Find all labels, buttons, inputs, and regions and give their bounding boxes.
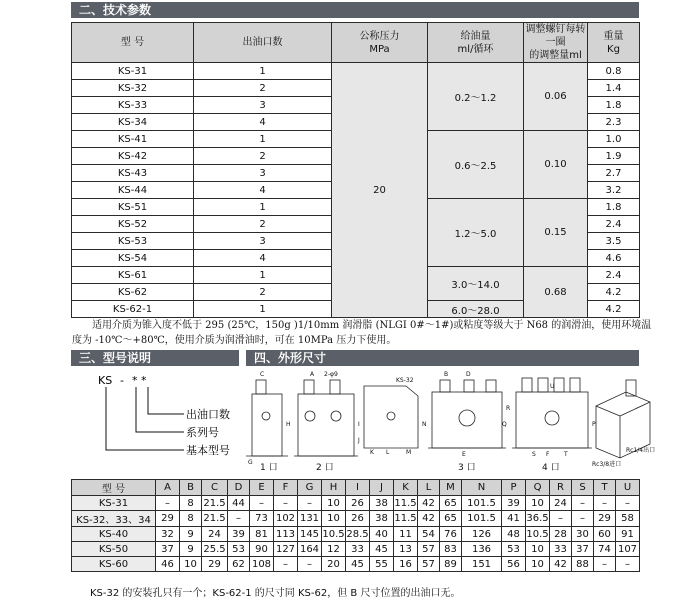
model-code-stars: * *: [132, 374, 147, 387]
dims-header-cell: M: [440, 480, 462, 496]
spec-delivery-cell: 1.2～5.0: [428, 199, 524, 267]
section-dims-title: 四、外形尺寸: [246, 350, 639, 366]
spec-model-cell: KS-41: [72, 131, 194, 148]
drawing-label-1: 1 口: [260, 463, 278, 472]
drawing-letter-s: S: [532, 451, 536, 458]
dims-value-cell: 11.5: [394, 497, 417, 509]
dims-value-cell: 42: [418, 511, 440, 527]
dims-value-cell: –: [594, 557, 616, 572]
dims-header-cell: R: [550, 480, 572, 496]
dims-value-cell: 58: [616, 511, 640, 527]
spec-weight-cell: 2.4: [588, 267, 640, 284]
spec-model-cell: KS-62: [72, 284, 194, 301]
dims-value-cell: –: [572, 496, 594, 511]
dims-value-cell: 39: [228, 527, 250, 542]
dims-value-cell: 25.5: [203, 543, 226, 555]
dims-value-cell: –: [298, 557, 322, 572]
dims-header-cell: H: [322, 480, 346, 496]
spec-weight-cell: 1.9: [588, 148, 640, 165]
dims-value-cell: –: [274, 557, 298, 572]
dims-value-cell: 24: [550, 496, 572, 511]
dims-value-cell: 10: [322, 496, 346, 511]
spec-header-delivery: 给油量 ml/循环: [428, 23, 524, 63]
spec-model-cell: KS-62-1: [72, 301, 194, 318]
spec-weight-cell: 3.2: [588, 182, 640, 199]
dims-value-cell: 12: [322, 542, 346, 557]
spec-outlets-cell: 1: [194, 267, 332, 284]
media-note-line2: 度为 -10℃～+80℃，使用介质为润滑油时，可在 10MPa 压力下使用。: [72, 335, 397, 346]
spec-adjust-cell: 0.15: [524, 199, 588, 267]
drawing-letter-i: I: [358, 421, 360, 428]
dims-header-cell: L: [418, 480, 440, 496]
drawing-1-body: [252, 394, 282, 456]
dims-value-cell: 145: [298, 527, 322, 542]
dims-header-cell: G: [298, 480, 322, 496]
spec-model-cell: KS-44: [72, 182, 194, 199]
spec-delivery-cell: 3.0～14.0: [428, 267, 524, 301]
footnote: KS-32 的安装孔只有一个；KS-62-1 的尺寸同 KS-62，但 B 尺寸位置的出油口无。: [90, 588, 461, 599]
spec-model-cell: KS-43: [72, 165, 194, 182]
dims-value-cell: 113: [274, 527, 298, 542]
spec-header-weight: 重量 Kg: [588, 23, 640, 63]
dims-value-cell: 108: [250, 557, 274, 572]
callout-outlet-port: Rc1/4出口: [626, 447, 656, 454]
drawing-letter-k: K: [370, 449, 374, 456]
dims-header-cell: Q: [526, 480, 550, 496]
dims-value-cell: 29: [202, 557, 228, 572]
spec-model-cell: KS-61: [72, 267, 194, 284]
dims-value-cell: 83: [440, 542, 462, 557]
dims-value-cell: –: [156, 496, 180, 511]
spec-weight-cell: 4.6: [588, 250, 640, 267]
spec-model-cell: KS-51: [72, 199, 194, 216]
dims-value-cell: 107: [616, 542, 640, 557]
legend-outlets: 出油口数: [186, 408, 230, 421]
spec-outlets-cell: 4: [194, 182, 332, 199]
spec-weight-cell: 2.3: [588, 114, 640, 131]
spec-header-pressure: 公称压力 MPa: [332, 23, 428, 63]
dims-value-cell: 11.5: [394, 511, 418, 527]
dims-value-cell: –: [572, 511, 594, 527]
dims-value-cell: –: [274, 496, 298, 511]
dims-value-cell: 53: [502, 542, 526, 557]
spec-row: [72, 63, 640, 80]
dims-value-cell: 73: [250, 511, 274, 527]
dims-value-cell: 10: [526, 496, 550, 511]
dims-value-cell: 16: [394, 557, 418, 572]
dims-model-cell: KS-50: [72, 542, 156, 557]
dims-value-cell: 45: [370, 542, 394, 557]
drawing-letter-l: L: [386, 449, 390, 456]
dims-header-cell: S: [572, 480, 594, 496]
dims-model-cell: KS-31: [72, 496, 156, 511]
spec-model-cell: KS-33: [72, 97, 194, 114]
dims-header-cell: B: [180, 480, 202, 496]
dims-header-cell: F: [274, 480, 298, 496]
dims-value-cell: 8: [180, 496, 202, 511]
spec-table: [71, 22, 640, 318]
dims-value-cell: 90: [250, 542, 274, 557]
dims-value-cell: 42: [418, 496, 440, 511]
dims-value-cell: 102: [274, 511, 298, 527]
spec-outlets-cell: 1: [194, 131, 332, 148]
drawing-letter-b: B: [444, 371, 449, 378]
dims-value-cell: 89: [440, 557, 462, 572]
dims-value-cell: 33: [550, 542, 572, 557]
model-code-prefix: KS: [98, 374, 113, 387]
callout-inlet-port: Rc3/8进口: [592, 461, 622, 468]
dims-value-cell: 62: [228, 557, 250, 572]
dims-header-cell: P: [502, 480, 526, 496]
dims-value-cell: 9: [180, 542, 202, 557]
drawing-letter-j: J: [358, 437, 360, 444]
drawing-4-body: [516, 392, 588, 448]
dims-value-cell: –: [550, 511, 572, 527]
dims-value-cell: –: [298, 496, 322, 511]
dims-value-cell: 55: [370, 557, 394, 572]
dims-value-cell: 13: [394, 542, 418, 557]
drawing-letter-a: A: [310, 371, 315, 378]
dims-value-cell: 30: [572, 527, 594, 542]
dims-row: [72, 527, 640, 542]
spec-outlets-cell: 3: [194, 233, 332, 250]
dims-header-cell: I: [346, 480, 370, 496]
dims-value-cell: 101.5: [462, 511, 502, 527]
dims-header-cell: N: [462, 480, 502, 496]
dims-value-cell: 127: [274, 542, 298, 557]
spec-weight-cell: 2.4: [588, 216, 640, 233]
dims-value-cell: 74: [594, 542, 616, 557]
dims-value-cell: 40: [370, 527, 394, 542]
dims-value-cell: 21.5: [202, 511, 228, 527]
dims-header-cell: K: [394, 480, 418, 496]
outline-drawings: [246, 366, 656, 472]
spec-outlets-cell: 1: [194, 199, 332, 216]
spec-outlets-cell: 3: [194, 97, 332, 114]
dims-value-cell: 56: [502, 557, 526, 572]
spec-outlets-cell: 4: [194, 250, 332, 267]
drawing-1-cap: [256, 380, 266, 394]
dims-value-cell: 21.5: [203, 497, 226, 509]
spec-model-cell: KS-34: [72, 114, 194, 131]
dims-value-cell: 48: [502, 527, 526, 542]
spec-adjust-cell: 0.68: [524, 267, 588, 318]
dims-value-cell: 76: [440, 527, 462, 542]
model-code-dash: -: [120, 374, 124, 387]
spec-header-adjust: 调整螺钉每转一圈 的调整量ml: [525, 24, 586, 61]
media-note-line1: 适用介质为锥入度不低于 295 (25℃，150g )1/10mm 润滑脂 (NLGI 0#～1#)或粘度等级大于 N68 的润滑油，使用环境温: [92, 320, 652, 331]
dims-value-cell: 37: [156, 542, 180, 557]
spec-outlets-cell: 4: [194, 114, 332, 131]
spec-pressure-cell: 20: [332, 63, 428, 318]
dims-header-cell: J: [370, 480, 394, 496]
dims-header-cell: D: [228, 480, 250, 496]
dims-value-cell: –: [616, 496, 640, 511]
section-specs-title: 二、技术参数: [71, 2, 639, 18]
drawing-letter-e: E: [462, 451, 466, 458]
dims-value-cell: 41: [502, 511, 526, 527]
dims-value-cell: 33: [346, 542, 370, 557]
drawing-letter-n: N: [422, 421, 427, 428]
dims-value-cell: 65: [440, 511, 462, 527]
dims-value-cell: 88: [572, 557, 594, 572]
spec-outlets-cell: 1: [194, 63, 332, 80]
drawing-letter-r: R: [506, 405, 511, 412]
drawing-letter-t: T: [564, 451, 568, 458]
spec-weight-cell: 1.8: [588, 199, 640, 216]
spec-model-cell: KS-42: [72, 148, 194, 165]
dims-value-cell: 53: [228, 542, 250, 557]
drawing-letter-p: P: [592, 421, 596, 428]
dims-value-cell: 131: [298, 511, 322, 527]
dims-value-cell: 26: [346, 511, 370, 527]
dims-value-cell: 28: [550, 527, 572, 542]
dims-model-cell: KS-60: [72, 557, 156, 572]
drawing-label-4: 4 口: [542, 463, 560, 472]
model-code-diagram: [96, 372, 246, 462]
dims-value-cell: 126: [462, 527, 502, 542]
dims-model-cell: KS-32、33、34: [72, 511, 156, 527]
dims-value-cell: 37: [572, 542, 594, 557]
dims-value-cell: 10: [322, 511, 346, 527]
spec-delivery-cell: 0.6～2.5: [428, 131, 524, 199]
dims-value-cell: 38: [370, 496, 394, 511]
drawing-letter-f: F: [546, 451, 550, 458]
dims-value-cell: –: [250, 496, 274, 511]
dims-row: [72, 542, 640, 557]
spec-model-cell: KS-54: [72, 250, 194, 267]
dims-value-cell: 8: [180, 511, 202, 527]
dims-value-cell: 151: [462, 557, 502, 572]
drawing-letter-c: C: [260, 371, 265, 378]
dims-header-cell: A: [156, 480, 180, 496]
dims-value-cell: 42: [550, 557, 572, 572]
dims-value-cell: 9: [180, 527, 202, 542]
dims-value-cell: 26: [346, 496, 370, 511]
drawing-3-body: [432, 392, 502, 448]
dims-value-cell: 36.5: [526, 511, 550, 527]
dims-value-cell: 164: [298, 542, 322, 557]
drawing-letter-u: U: [550, 383, 555, 390]
dims-value-cell: 10.5: [322, 528, 345, 540]
spec-weight-cell: 2.7: [588, 165, 640, 182]
spec-model-cell: KS-53: [72, 233, 194, 250]
dims-value-cell: 32: [156, 527, 180, 542]
drawing-label-2: 2 口: [316, 463, 334, 472]
spec-outlets-cell: 2: [194, 148, 332, 165]
spec-weight-cell: 3.5: [588, 233, 640, 250]
dims-header-cell: 型 号: [72, 480, 156, 496]
spec-weight-cell: 1.4: [588, 80, 640, 97]
dims-model-cell: KS-40: [72, 527, 156, 542]
spec-outlets-cell: 2: [194, 216, 332, 233]
dims-header-cell: U: [616, 480, 640, 496]
spec-model-cell: KS-32: [72, 80, 194, 97]
spec-header-outlets: 出油口数: [194, 23, 332, 63]
dims-value-cell: 10: [526, 542, 550, 557]
dims-value-cell: 54: [418, 527, 440, 542]
dims-value-cell: 20: [322, 557, 346, 572]
drawing-letter-m: M: [406, 449, 412, 456]
dims-value-cell: 46: [156, 557, 180, 572]
dims-value-cell: 24: [202, 527, 228, 542]
spec-weight-cell: 4.2: [588, 301, 640, 318]
dims-value-cell: 28.5: [346, 528, 369, 540]
dims-value-cell: –: [616, 557, 640, 572]
dims-value-cell: 29: [594, 511, 616, 527]
section-model-title: 三、型号说明: [71, 350, 239, 366]
dims-value-cell: 11: [394, 527, 418, 542]
dims-header-cell: E: [250, 480, 274, 496]
dims-value-cell: –: [228, 511, 250, 527]
dims-row: [72, 557, 640, 572]
dimension-table: [71, 479, 640, 572]
spec-weight-cell: 1.0: [588, 131, 640, 148]
spec-adjust-cell: 0.10: [524, 131, 588, 199]
dims-value-cell: 81: [250, 527, 274, 542]
dims-value-cell: 136: [462, 542, 502, 557]
callout-holes: 2-φ9: [324, 371, 338, 378]
dims-value-cell: 10: [526, 557, 550, 572]
dims-value-cell: –: [594, 496, 616, 511]
dims-value-cell: 44: [228, 496, 250, 511]
dims-value-cell: 10.5: [526, 528, 549, 540]
dims-header-cell: T: [594, 480, 616, 496]
legend-basic-model: 基本型号: [186, 444, 230, 457]
spec-outlets-cell: 1: [194, 301, 332, 318]
spec-adjust-cell: 0.06: [524, 63, 588, 131]
dims-value-cell: 38: [370, 511, 394, 527]
drawing-1-port: [262, 412, 270, 420]
spec-outlets-cell: 2: [194, 284, 332, 301]
spec-model-cell: KS-31: [72, 63, 194, 80]
dims-value-cell: 10: [180, 557, 202, 572]
drawing-letter-h: H: [286, 421, 291, 428]
spec-header-model: 型 号: [72, 23, 194, 63]
callout-ks32: KS-32: [396, 377, 414, 384]
spec-weight-cell: 1.8: [588, 97, 640, 114]
dims-value-cell: 60: [594, 527, 616, 542]
spec-delivery-cell: 0.2～1.2: [428, 63, 524, 131]
dims-value-cell: 101.5: [462, 496, 502, 511]
legend-series: 系列号: [186, 426, 219, 439]
dims-value-cell: 39: [502, 496, 526, 511]
dims-value-cell: 65: [440, 496, 462, 511]
dims-value-cell: 45: [346, 557, 370, 572]
dims-header-cell: C: [202, 480, 228, 496]
spec-model-cell: KS-52: [72, 216, 194, 233]
dims-value-cell: 91: [616, 527, 640, 542]
dims-value-cell: 57: [418, 557, 440, 572]
drawing-letter-q: Q: [502, 421, 507, 428]
dims-row: [72, 511, 640, 527]
spec-outlets-cell: 2: [194, 80, 332, 97]
drawing-side-body: [364, 386, 418, 448]
drawing-letter-d: D: [466, 371, 471, 378]
drawing-label-3: 3 口: [458, 463, 476, 472]
spec-weight-cell: 4.2: [588, 284, 640, 301]
dims-value-cell: 29: [156, 511, 180, 527]
drawing-letter-g: G: [248, 459, 253, 466]
drawing-2-body: [298, 394, 354, 456]
dims-value-cell: 57: [418, 542, 440, 557]
dims-row: [72, 496, 640, 511]
spec-outlets-cell: 3: [194, 165, 332, 182]
spec-delivery-cell: 6.0～28.0: [428, 301, 524, 318]
spec-weight-cell: 0.8: [588, 63, 640, 80]
